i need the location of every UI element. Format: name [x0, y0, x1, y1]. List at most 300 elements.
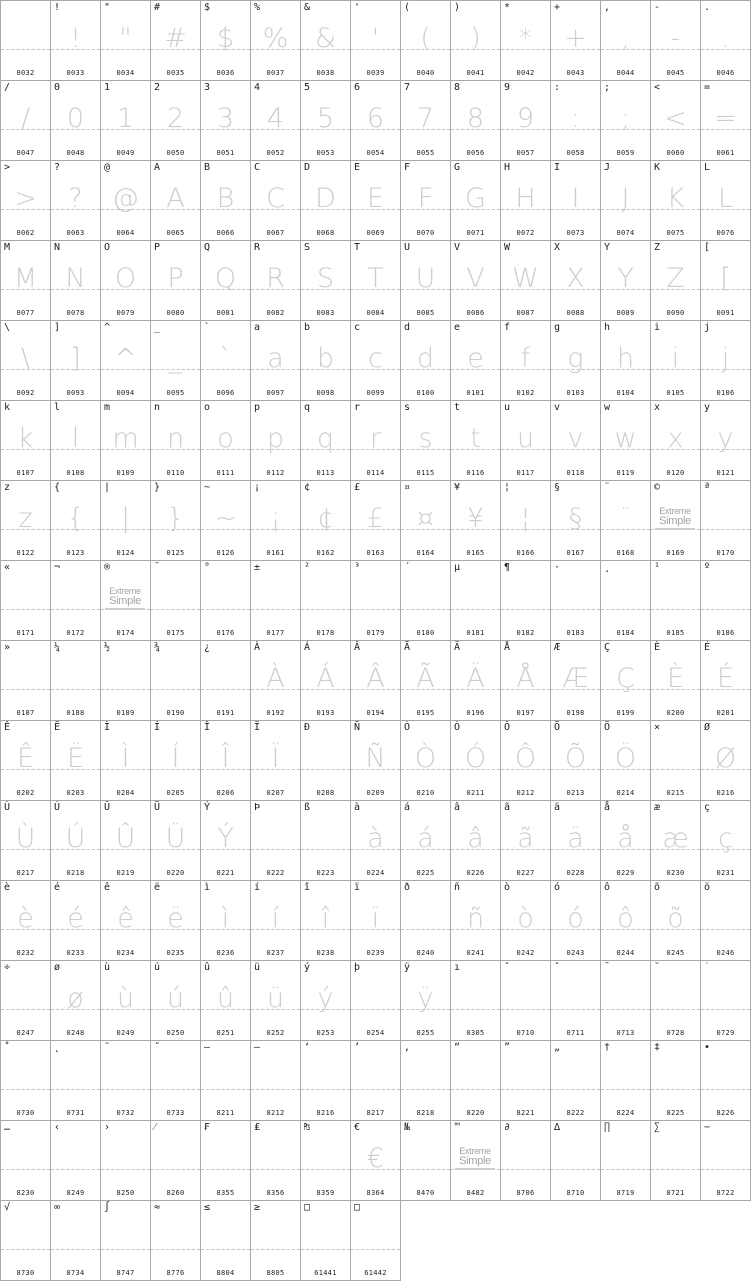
glyph-preview: ; — [620, 103, 631, 134]
baseline-divider — [501, 609, 550, 610]
glyph-preview: % — [262, 23, 289, 54]
glyph-label: s — [404, 402, 411, 413]
glyph-label: y — [704, 402, 711, 413]
glyph-cell — [350, 320, 401, 401]
glyph-code: 0054 — [366, 149, 385, 157]
glyph-preview: Ü — [165, 823, 186, 854]
glyph-code: 0729 — [716, 1029, 735, 1037]
glyph-label: ] — [54, 322, 61, 333]
glyph-cell — [400, 560, 451, 641]
glyph-preview: Á — [316, 663, 335, 694]
glyph-cell — [450, 320, 501, 401]
glyph-code: 0077 — [16, 309, 35, 317]
glyph-cell — [450, 480, 501, 561]
glyph-label: ™ — [454, 1122, 461, 1133]
glyph-preview: U — [415, 263, 436, 294]
glyph-label: ∏ — [604, 1122, 611, 1133]
glyph-code: 8730 — [16, 1269, 35, 1277]
glyph-code: 0203 — [66, 789, 85, 797]
glyph-cell — [50, 240, 101, 321]
baseline-divider — [401, 1169, 450, 1170]
glyph-cell — [200, 480, 251, 561]
glyph-preview: Ã — [416, 663, 435, 694]
glyph-label: á — [404, 802, 411, 813]
glyph-label: M — [4, 242, 11, 253]
glyph-label: k — [4, 402, 11, 413]
glyph-code: 0116 — [466, 469, 485, 477]
glyph-preview: e — [467, 343, 484, 374]
glyph-code: 0255 — [416, 1029, 435, 1037]
baseline-divider — [101, 1249, 150, 1250]
glyph-code: 8804 — [216, 1269, 235, 1277]
glyph-cell — [0, 800, 51, 881]
baseline-divider — [251, 1169, 300, 1170]
glyph-code: 0089 — [616, 309, 635, 317]
glyph-code: 0216 — [716, 789, 735, 797]
glyph-code: 8722 — [716, 1189, 735, 1197]
glyph-cell — [0, 80, 51, 161]
glyph-cell — [100, 480, 151, 561]
glyph-cell — [250, 320, 301, 401]
glyph-label: ä — [554, 802, 561, 813]
glyph-preview: 8 — [466, 103, 485, 134]
glyph-code: 0032 — [16, 69, 35, 77]
glyph-label: ! — [54, 2, 61, 13]
glyph-code: 0168 — [616, 549, 635, 557]
glyph-code: 0080 — [166, 309, 185, 317]
glyph-cell — [500, 80, 551, 161]
glyph-code: 0103 — [566, 389, 585, 397]
baseline-divider — [1, 1249, 50, 1250]
glyph-code: 0206 — [216, 789, 235, 797]
glyph-cell — [650, 0, 701, 81]
glyph-label: © — [654, 482, 661, 493]
glyph-code: 0058 — [566, 149, 585, 157]
baseline-divider — [1, 1009, 50, 1010]
glyph-cell — [250, 80, 301, 161]
glyph-cell — [500, 240, 551, 321]
glyph-preview: M — [13, 263, 38, 294]
glyph-label: u — [504, 402, 511, 413]
glyph-cell — [350, 640, 401, 721]
glyph-code: 0034 — [116, 69, 135, 77]
glyph-code: 0201 — [716, 709, 735, 717]
glyph-preview: ^ — [114, 343, 137, 374]
glyph-code: 0053 — [316, 149, 335, 157]
glyph-cell — [100, 1040, 151, 1121]
glyph-code: 0199 — [616, 709, 635, 717]
glyph-preview: ¡ — [270, 503, 281, 534]
glyph-label: ¸ — [604, 562, 611, 573]
glyph-label: ≤ — [204, 1202, 211, 1213]
glyph-preview: ñ — [466, 903, 485, 934]
glyph-code: 0177 — [266, 629, 285, 637]
glyph-preview: d — [416, 343, 435, 374]
baseline-divider — [601, 1089, 650, 1090]
glyph-code: 0181 — [466, 629, 485, 637]
glyph-preview: ¦ — [520, 503, 531, 534]
glyph-code: 0241 — [466, 949, 485, 957]
glyph-code: 0056 — [466, 149, 485, 157]
glyph-label: T — [354, 242, 361, 253]
glyph-label: å — [604, 802, 611, 813]
baseline-divider — [1, 609, 50, 610]
glyph-cell — [300, 80, 351, 161]
baseline-divider — [101, 1169, 150, 1170]
glyph-cell — [200, 720, 251, 801]
glyph-label: h — [604, 322, 611, 333]
glyph-preview: § — [568, 503, 583, 534]
glyph-cell — [300, 560, 351, 641]
glyph-preview: $ — [216, 23, 235, 54]
glyph-label: ù — [104, 962, 111, 973]
glyph-preview: ú — [166, 983, 185, 1014]
glyph-preview: Û — [115, 823, 136, 854]
glyph-code: 0247 — [16, 1029, 35, 1037]
glyph-label: H — [504, 162, 511, 173]
glyph-label: d — [404, 322, 411, 333]
glyph-label: Ä — [454, 642, 461, 653]
baseline-divider — [251, 1089, 300, 1090]
glyph-label: v — [554, 402, 561, 413]
glyph-code: 0102 — [516, 389, 535, 397]
glyph-label: \ — [4, 322, 11, 333]
glyph-cell — [650, 240, 701, 321]
glyph-preview: 4 — [266, 103, 285, 134]
glyph-cell — [250, 720, 301, 801]
glyph-label: ç — [704, 802, 711, 813]
glyph-code: 0225 — [416, 869, 435, 877]
glyph-code: 0185 — [666, 629, 685, 637]
glyph-cell — [350, 1040, 401, 1121]
glyph-preview: Ñ — [365, 743, 386, 774]
glyph-cell — [450, 800, 501, 881]
glyph-code: 0042 — [516, 69, 535, 77]
glyph-label: Q — [204, 242, 211, 253]
glyph-preview: R — [266, 263, 285, 294]
glyph-preview: ~ — [214, 503, 237, 534]
glyph-code: 0093 — [66, 389, 85, 397]
glyph-code: 8211 — [216, 1109, 235, 1117]
glyph-preview: i — [671, 343, 680, 374]
glyph-cell — [500, 560, 551, 641]
glyph-cell — [600, 0, 651, 81]
glyph-cell — [250, 480, 301, 561]
glyph-label: ó — [554, 882, 561, 893]
glyph-label: ‹ — [54, 1122, 61, 1133]
glyph-label: » — [4, 642, 11, 653]
glyph-preview: Z — [666, 263, 685, 294]
glyph-preview: ? — [68, 183, 83, 214]
glyph-label: B — [204, 162, 211, 173]
glyph-code: 8222 — [566, 1109, 585, 1117]
logo-line-1: Extreme — [459, 1146, 491, 1156]
glyph-label: Ï — [254, 722, 261, 733]
glyph-label: - — [654, 2, 661, 13]
glyph-label: 1 — [104, 82, 111, 93]
glyph-cell — [0, 160, 51, 241]
glyph-preview: t — [470, 423, 481, 454]
glyph-code: 0113 — [316, 469, 335, 477]
glyph-code: 0096 — [216, 389, 235, 397]
glyph-cell — [550, 640, 601, 721]
glyph-label: Å — [504, 642, 511, 653]
glyph-label: Ú — [54, 802, 61, 813]
glyph-label: l — [54, 402, 61, 413]
glyph-cell — [200, 560, 251, 641]
glyph-code: 0033 — [66, 69, 85, 77]
glyph-cell — [700, 560, 751, 641]
glyph-cell — [50, 1200, 101, 1281]
glyph-label: ) — [454, 2, 461, 13]
glyph-label: ¾ — [154, 642, 161, 653]
glyph-cell — [400, 1120, 451, 1201]
glyph-label: ý — [304, 962, 311, 973]
glyph-code: 0210 — [416, 789, 435, 797]
glyph-preview: ] — [70, 343, 81, 374]
glyph-code: 0099 — [366, 389, 385, 397]
glyph-preview: Ì — [121, 743, 130, 774]
glyph-preview: Î — [221, 743, 230, 774]
glyph-cell — [650, 800, 701, 881]
glyph-preview: û — [216, 983, 235, 1014]
glyph-label: [ — [704, 242, 711, 253]
baseline-divider — [551, 1009, 600, 1010]
glyph-cell — [150, 0, 201, 81]
glyph-label: g — [554, 322, 561, 333]
glyph-preview: 5 — [316, 103, 335, 134]
glyph-label: Z — [654, 242, 661, 253]
glyph-label: o — [204, 402, 211, 413]
glyph-label: ¯ — [154, 562, 161, 573]
glyph-code: 0100 — [416, 389, 435, 397]
glyph-cell — [600, 80, 651, 161]
glyph-preview: Ù — [15, 823, 36, 854]
glyph-cell — [100, 240, 151, 321]
glyph-cell — [550, 960, 601, 1041]
glyph-preview: Ô — [514, 743, 537, 774]
glyph-preview: V — [466, 263, 485, 294]
glyph-cell — [600, 480, 651, 561]
glyph-preview: ! — [70, 23, 81, 54]
glyph-cell — [550, 1040, 601, 1121]
glyph-label: # — [154, 2, 161, 13]
glyph-code: 0183 — [566, 629, 585, 637]
glyph-cell — [50, 320, 101, 401]
glyph-preview: / — [20, 103, 31, 134]
glyph-code: 0041 — [466, 69, 485, 77]
glyph-cell — [300, 1040, 351, 1121]
glyph-label: Ò — [404, 722, 411, 733]
glyph-cell — [400, 160, 451, 241]
glyph-code: 0169 — [666, 549, 685, 557]
baseline-divider — [51, 1089, 100, 1090]
glyph-label: ë — [154, 882, 161, 893]
glyph-preview: @ — [112, 183, 139, 214]
glyph-preview: Å — [516, 663, 535, 694]
glyph-code: 0097 — [266, 389, 285, 397]
glyph-preview: Í — [171, 743, 180, 774]
glyph-cell — [0, 640, 51, 721]
glyph-code: 0222 — [266, 869, 285, 877]
glyph-code: 0305 — [466, 1029, 485, 1037]
glyph-code: 0235 — [166, 949, 185, 957]
glyph-preview: W — [512, 263, 539, 294]
glyph-code: 8747 — [116, 1269, 135, 1277]
glyph-cell — [450, 720, 501, 801]
glyph-cell — [350, 720, 401, 801]
glyph-code: 0228 — [566, 869, 585, 877]
glyph-preview: ô — [617, 903, 634, 934]
glyph-label: £ — [354, 482, 361, 493]
glyph-label: ¤ — [404, 482, 411, 493]
baseline-divider — [151, 689, 200, 690]
glyph-label: Æ — [554, 642, 561, 653]
glyph-code: 8230 — [16, 1189, 35, 1197]
glyph-code: 0161 — [266, 549, 285, 557]
glyph-code: 0049 — [116, 149, 135, 157]
glyph-cell — [200, 400, 251, 481]
glyph-preview: è — [17, 903, 34, 934]
glyph-cell — [450, 240, 501, 321]
glyph-code: 0194 — [366, 709, 385, 717]
glyph-cell — [700, 640, 751, 721]
glyph-code: 0111 — [216, 469, 235, 477]
glyph-preview: & — [314, 23, 337, 54]
baseline-divider — [151, 1089, 200, 1090]
glyph-cell — [450, 880, 501, 961]
glyph-label: I — [554, 162, 561, 173]
glyph-label: ˛ — [54, 1042, 61, 1053]
glyph-label: = — [704, 82, 711, 93]
glyph-cell — [400, 720, 451, 801]
glyph-label: È — [654, 642, 661, 653]
glyph-code: 0244 — [616, 949, 635, 957]
glyph-cell — [700, 960, 751, 1041]
glyph-code: 0191 — [216, 709, 235, 717]
glyph-label: ¼ — [54, 642, 61, 653]
glyph-preview: m — [112, 423, 139, 454]
glyph-label: ³ — [354, 562, 361, 573]
glyph-label: r — [354, 402, 361, 413]
glyph-cell — [50, 880, 101, 961]
baseline-divider — [651, 769, 700, 770]
glyph-label: + — [554, 2, 561, 13]
glyph-code: 0091 — [716, 309, 735, 317]
glyph-code: 0047 — [16, 149, 35, 157]
glyph-label: □ — [304, 1202, 311, 1213]
glyph-code: 0182 — [516, 629, 535, 637]
glyph-code: 8225 — [666, 1109, 685, 1117]
glyph-code: 0240 — [416, 949, 435, 957]
glyph-cell — [600, 240, 651, 321]
glyph-code: 0165 — [466, 549, 485, 557]
glyph-cell — [250, 960, 301, 1041]
glyph-code: 0095 — [166, 389, 185, 397]
glyph-code: 0251 — [216, 1029, 235, 1037]
glyph-code: 0061 — [716, 149, 735, 157]
glyph-label: ª — [704, 482, 711, 493]
glyph-cell — [0, 480, 51, 561]
glyph-cell — [200, 880, 251, 961]
glyph-cell — [300, 880, 351, 961]
glyph-code: 0076 — [716, 229, 735, 237]
glyph-code: 0226 — [466, 869, 485, 877]
glyph-label: { — [54, 482, 61, 493]
glyph-cell — [400, 640, 451, 721]
glyph-label: ö — [704, 882, 711, 893]
glyph-preview: X — [566, 263, 585, 294]
glyph-cell — [200, 960, 251, 1041]
glyph-label: µ — [454, 562, 461, 573]
glyph-preview: O — [114, 263, 137, 294]
glyph-cell — [150, 80, 201, 161]
baseline-divider — [501, 1089, 550, 1090]
glyph-label: 9 — [504, 82, 511, 93]
glyph-label: P — [154, 242, 161, 253]
glyph-code: 0237 — [266, 949, 285, 957]
glyph-code: 0075 — [666, 229, 685, 237]
glyph-label: ‚ — [404, 1042, 411, 1053]
glyph-code: 0074 — [616, 229, 635, 237]
glyph-preview: ¨ — [618, 503, 633, 534]
glyph-preview: Y — [617, 263, 634, 294]
glyph-cell — [400, 0, 451, 81]
glyph-preview: o — [217, 423, 234, 454]
glyph-label: ⁄ — [154, 1122, 156, 1133]
glyph-label: U — [404, 242, 411, 253]
glyph-label: Ø — [704, 722, 711, 733]
glyph-cell — [50, 480, 101, 561]
glyph-preview: w — [614, 423, 637, 454]
glyph-label: ˉ — [604, 962, 611, 973]
glyph-code: 0202 — [16, 789, 35, 797]
glyph-code: 0071 — [466, 229, 485, 237]
glyph-label: â — [454, 802, 461, 813]
glyph-code: 0208 — [316, 789, 335, 797]
glyph-code: 0184 — [616, 629, 635, 637]
glyph-label: ; — [604, 82, 611, 93]
glyph-cell — [500, 960, 551, 1041]
glyph-preview: ¥ — [466, 503, 485, 534]
glyph-code: 0170 — [716, 549, 735, 557]
glyph-code: 0187 — [16, 709, 35, 717]
baseline-divider — [401, 1089, 450, 1090]
glyph-label: ê — [104, 882, 111, 893]
glyph-preview: æ — [662, 823, 689, 854]
glyph-label: € — [354, 1122, 361, 1133]
glyph-code: 0239 — [366, 949, 385, 957]
glyph-cell — [550, 80, 601, 161]
glyph-label: Ë — [54, 722, 61, 733]
glyph-code: 0164 — [416, 549, 435, 557]
extreme-simple-logo — [655, 507, 695, 530]
glyph-label: ∆ — [554, 1122, 561, 1133]
glyph-code: 0190 — [166, 709, 185, 717]
glyph-label: X — [554, 242, 561, 253]
glyph-cell — [700, 320, 751, 401]
glyph-label: W — [504, 242, 511, 253]
glyph-cell — [50, 640, 101, 721]
glyph-cell — [300, 1200, 351, 1281]
glyph-cell — [450, 80, 501, 161]
baseline-divider — [51, 689, 100, 690]
glyph-label: R — [254, 242, 261, 253]
glyph-cell — [150, 640, 201, 721]
glyph-code: 0098 — [316, 389, 335, 397]
baseline-divider — [551, 1169, 600, 1170]
glyph-cell — [100, 560, 151, 641]
